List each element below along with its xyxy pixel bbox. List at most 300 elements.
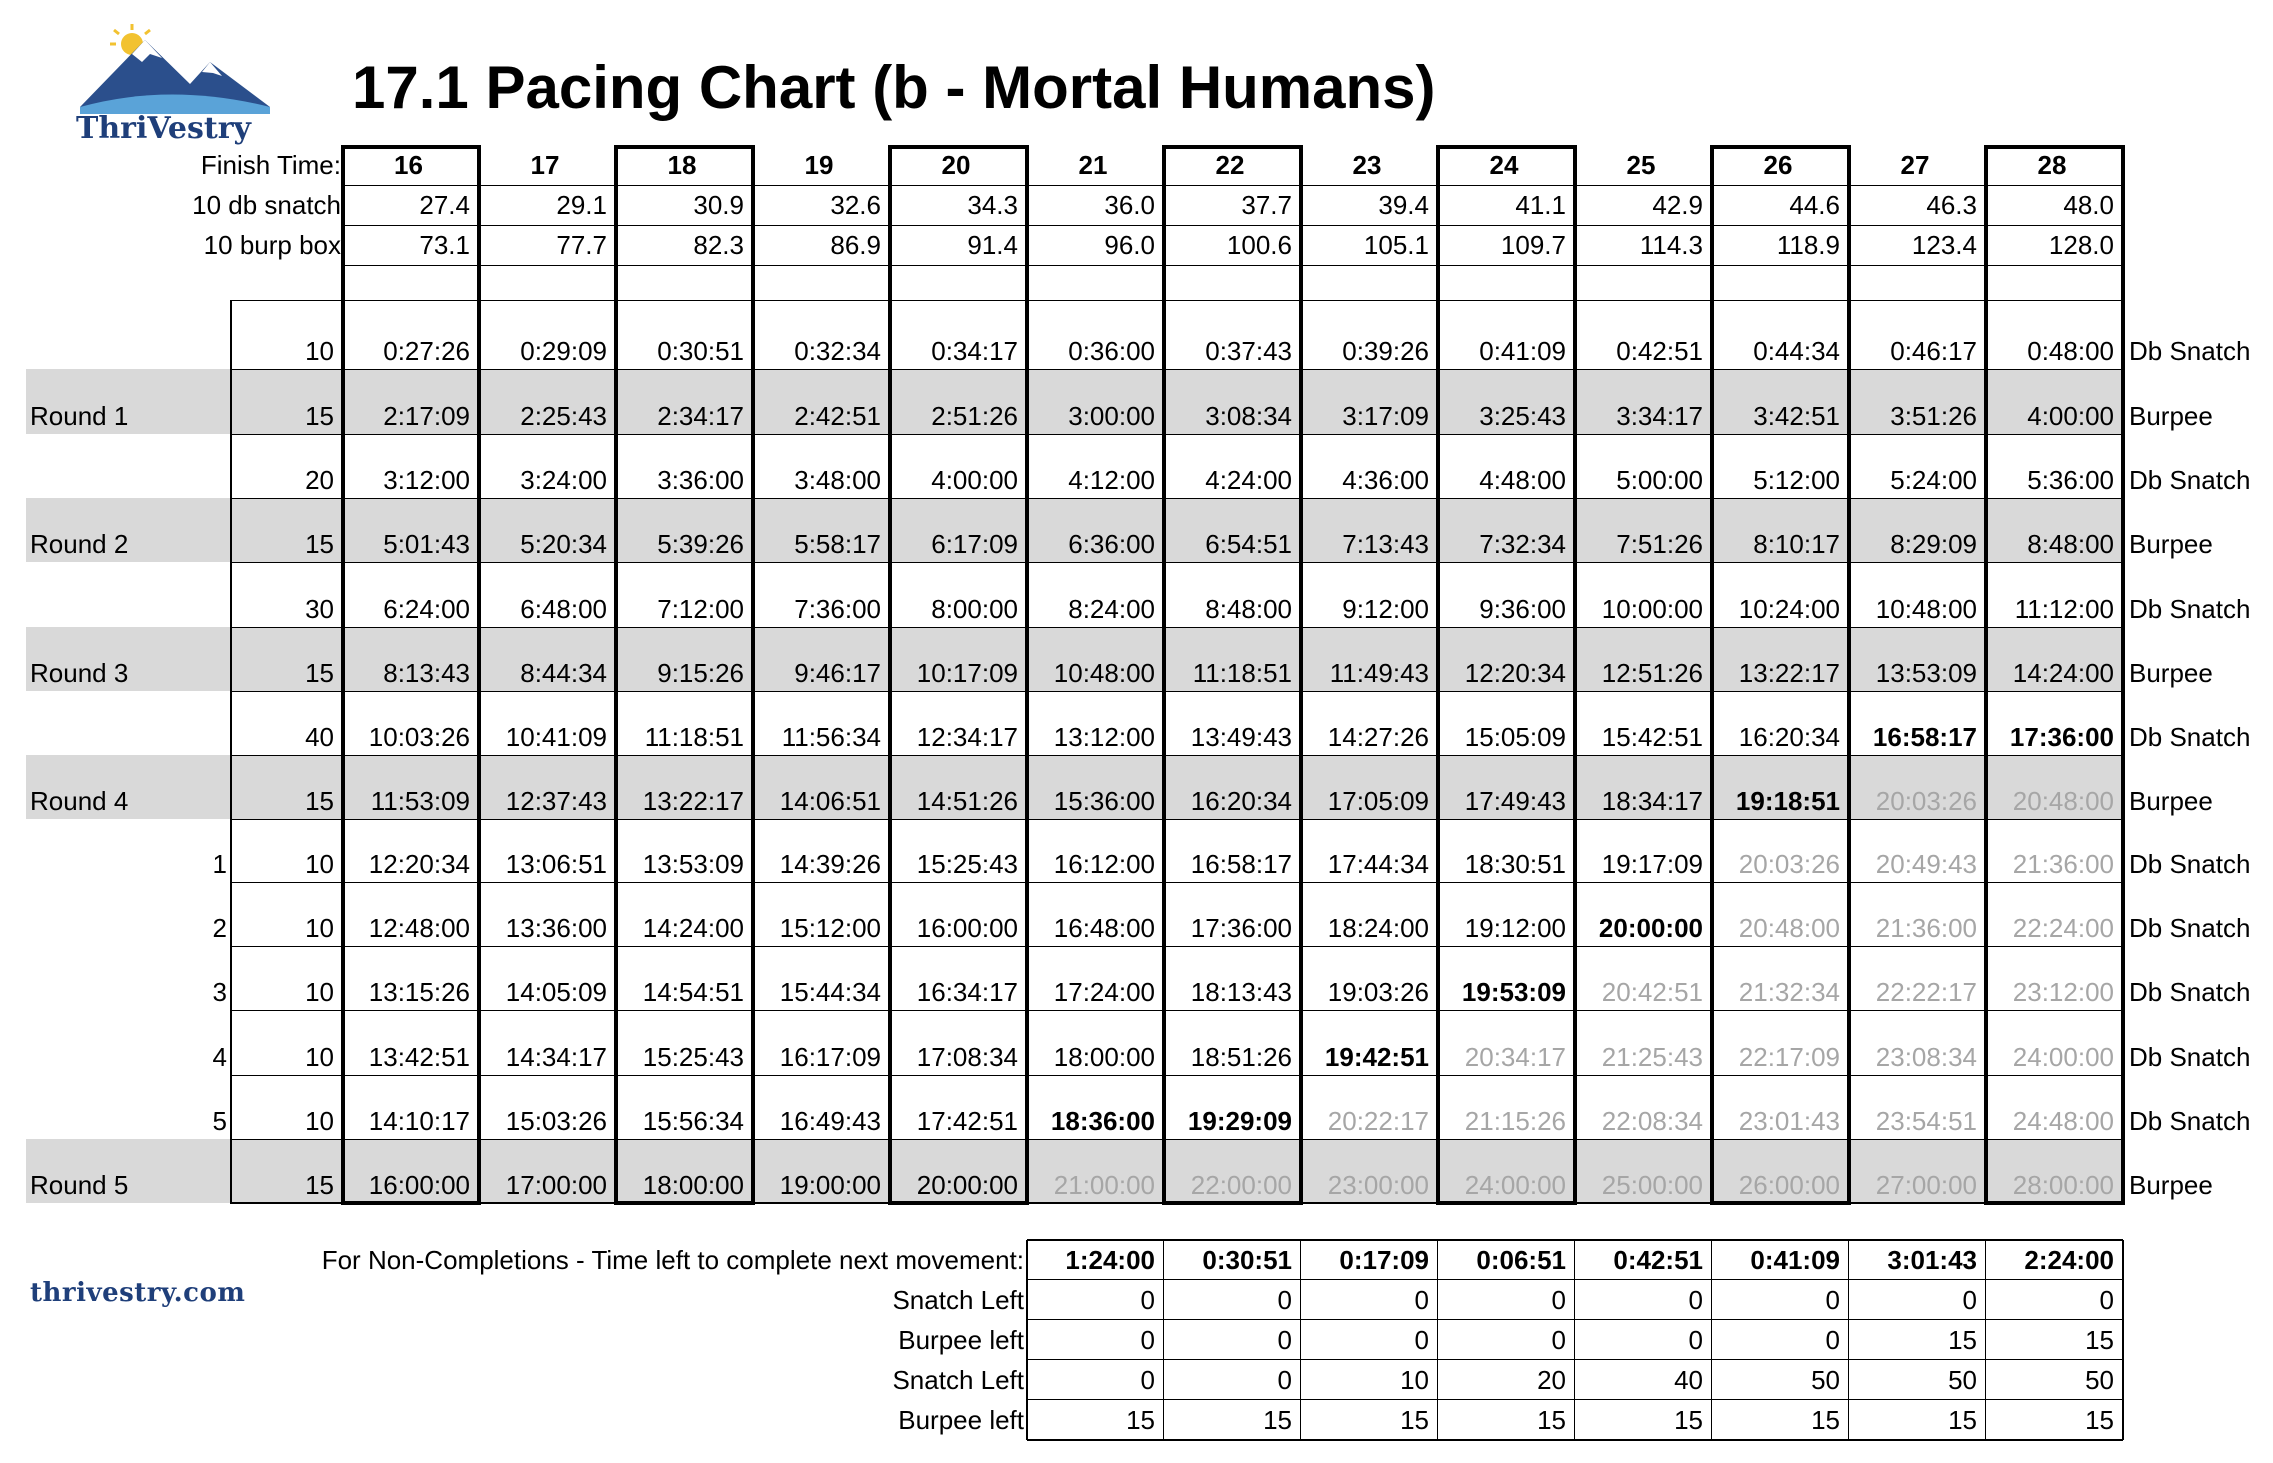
time-cell: 13:15:26: [368, 977, 470, 1007]
remaining-value: 20: [1537, 1365, 1566, 1395]
reps-count: 10: [305, 336, 334, 366]
time-cell: 10:00:00: [1601, 594, 1703, 624]
remaining-value: 50: [2085, 1365, 2114, 1395]
thick-border: [1436, 145, 1577, 149]
time-cell: 0:44:34: [1753, 336, 1840, 366]
grid-line: [230, 755, 2123, 756]
nc-line: [1027, 1319, 2123, 1320]
time-cell: 15:03:26: [505, 1106, 607, 1136]
reps-count: 15: [305, 1170, 334, 1200]
time-cell: 17:36:00: [1190, 913, 1292, 943]
time-cell: 7:36:00: [794, 594, 881, 624]
sub-round-number: 2: [212, 913, 227, 943]
remaining-value: 15: [1948, 1405, 1977, 1435]
nc-line: [1711, 1240, 1712, 1440]
time-cell: 15:42:51: [1601, 722, 1703, 752]
time-cell: 16:48:00: [1053, 913, 1155, 943]
split-time: 37.7: [1241, 190, 1292, 220]
noncompletion-time: 2:24:00: [2024, 1245, 2114, 1275]
noncompletion-time: 0:41:09: [1750, 1245, 1840, 1275]
time-cell: 0:39:26: [1342, 336, 1429, 366]
time-cell: 6:36:00: [1068, 529, 1155, 559]
time-cell: 20:00:00: [916, 1170, 1018, 1200]
grid-line: [230, 627, 2123, 628]
grid-line: [230, 1139, 2123, 1140]
time-cell: 4:00:00: [2027, 401, 2114, 431]
thick-border: [888, 1201, 1029, 1205]
time-cell: 5:01:43: [383, 529, 470, 559]
time-cell: 22:00:00: [1190, 1170, 1292, 1200]
round-label: Round 2: [30, 529, 129, 559]
time-cell: 19:12:00: [1464, 913, 1566, 943]
reps-count: 15: [305, 658, 334, 688]
time-cell: 10:17:09: [916, 658, 1018, 688]
time-cell: 16:17:09: [779, 1042, 881, 1072]
movement-label: Burpee: [2129, 529, 2213, 559]
nc-line: [1027, 1239, 2123, 1241]
noncompletion-time: 0:42:51: [1613, 1245, 1703, 1275]
time-cell: 7:32:34: [1479, 529, 1566, 559]
remaining-label: Burpee left: [898, 1405, 1024, 1435]
remaining-value: 0: [1414, 1285, 1429, 1315]
finish-time-header: 24: [1489, 150, 1519, 180]
time-cell: 23:54:51: [1875, 1106, 1977, 1136]
split-time: 32.6: [830, 190, 881, 220]
movement-label: Db Snatch: [2129, 849, 2251, 879]
time-cell: 4:48:00: [1479, 465, 1566, 495]
finish-time-header: 17: [530, 150, 560, 180]
time-cell: 3:48:00: [794, 465, 881, 495]
round-label: Round 4: [30, 786, 129, 816]
finish-time-header: 20: [941, 150, 971, 180]
movement-label: Burpee: [2129, 786, 2213, 816]
time-cell: 14:34:17: [505, 1042, 607, 1072]
time-cell: 17:00:00: [505, 1170, 607, 1200]
time-cell: 19:18:51: [1735, 786, 1840, 816]
remaining-value: 15: [1126, 1405, 1155, 1435]
reps-left-border: [230, 300, 232, 1203]
time-cell: 8:29:09: [1890, 529, 1977, 559]
time-cell: 10:48:00: [1875, 594, 1977, 624]
time-cell: 8:10:17: [1753, 529, 1840, 559]
time-cell: 2:51:26: [931, 401, 1018, 431]
time-cell: 16:20:34: [1738, 722, 1840, 752]
sub-round-number: 3: [212, 977, 227, 1007]
grid-line: [230, 498, 2123, 499]
time-cell: 0:46:17: [1890, 336, 1977, 366]
time-cell: 3:24:00: [520, 465, 607, 495]
time-cell: 4:24:00: [1205, 465, 1292, 495]
time-cell: 27:00:00: [1875, 1170, 1977, 1200]
remaining-value: 0: [1688, 1325, 1703, 1355]
time-cell: 5:12:00: [1753, 465, 1840, 495]
thick-border: [1710, 145, 1714, 1203]
split-time: 39.4: [1378, 190, 1429, 220]
thick-border: [1025, 145, 1029, 1203]
remaining-label: Burpee left: [898, 1325, 1024, 1355]
grid-line: [343, 225, 2123, 226]
split-time: 128.0: [2048, 230, 2114, 260]
remaining-value: 15: [1674, 1405, 1703, 1435]
movement-label: Burpee: [2129, 1170, 2213, 1200]
thick-border: [614, 145, 618, 1203]
split-time: 114.3: [1639, 230, 1703, 260]
remaining-value: 0: [1551, 1285, 1566, 1315]
time-cell: 11:49:43: [1329, 658, 1429, 688]
time-cell: 15:25:43: [642, 1042, 744, 1072]
time-cell: 9:15:26: [657, 658, 744, 688]
time-cell: 13:12:00: [1053, 722, 1155, 752]
time-cell: 3:08:34: [1205, 401, 1292, 431]
time-cell: 0:34:17: [931, 336, 1018, 366]
remaining-value: 15: [1537, 1405, 1566, 1435]
movement-label: Db Snatch: [2129, 977, 2251, 1007]
thick-border: [477, 145, 481, 1203]
split-time: 46.3: [1926, 190, 1977, 220]
time-cell: 22:08:34: [1601, 1106, 1703, 1136]
remaining-value: 0: [1140, 1365, 1155, 1395]
nc-line: [1848, 1240, 1849, 1440]
noncompletion-time: 0:30:51: [1202, 1245, 1292, 1275]
time-cell: 16:12:00: [1053, 849, 1155, 879]
time-cell: 11:18:51: [1192, 658, 1292, 688]
time-cell: 18:00:00: [1053, 1042, 1155, 1072]
split-time: 48.0: [2063, 190, 2114, 220]
time-cell: 13:42:51: [368, 1042, 470, 1072]
time-cell: 5:20:34: [520, 529, 607, 559]
time-cell: 6:17:09: [931, 529, 1018, 559]
noncompletion-time: 3:01:43: [1887, 1245, 1977, 1275]
reps-count: 15: [305, 786, 334, 816]
remaining-value: 50: [1948, 1365, 1977, 1395]
thick-border: [1984, 145, 1988, 1203]
split-time: 96.0: [1104, 230, 1155, 260]
remaining-value: 0: [1688, 1285, 1703, 1315]
finish-time-header: 26: [1763, 150, 1793, 180]
time-cell: 20:03:26: [1875, 786, 1977, 816]
time-cell: 18:36:00: [1050, 1106, 1155, 1136]
time-cell: 18:30:51: [1464, 849, 1566, 879]
thick-border: [1299, 145, 1303, 1203]
thick-border: [341, 145, 345, 1203]
remaining-value: 10: [1400, 1365, 1429, 1395]
remaining-value: 15: [2085, 1325, 2114, 1355]
nc-line: [1985, 1240, 1986, 1440]
split-time: 77.7: [556, 230, 607, 260]
time-cell: 24:00:00: [2012, 1042, 2114, 1072]
movement-label: Burpee: [2129, 658, 2213, 688]
remaining-value: 15: [1811, 1405, 1840, 1435]
grid-line: [230, 819, 2123, 820]
time-cell: 5:00:00: [1616, 465, 1703, 495]
website-link[interactable]: thrivestry.com: [30, 1278, 246, 1308]
thick-border: [341, 1201, 481, 1205]
time-cell: 12:37:43: [505, 786, 607, 816]
time-cell: 20:49:43: [1875, 849, 1977, 879]
time-cell: 19:00:00: [779, 1170, 881, 1200]
remaining-value: 0: [1414, 1325, 1429, 1355]
grid-line: [343, 265, 2123, 266]
time-cell: 17:36:00: [2009, 722, 2114, 752]
reps-count: 10: [305, 913, 334, 943]
time-cell: 0:41:09: [1479, 336, 1566, 366]
time-cell: 3:42:51: [1753, 401, 1840, 431]
thick-border: [2121, 145, 2125, 1203]
time-cell: 19:42:51: [1324, 1042, 1429, 1072]
finish-time-header: 28: [2037, 150, 2067, 180]
time-cell: 20:03:26: [1738, 849, 1840, 879]
reps-count: 20: [305, 465, 334, 495]
time-cell: 16:00:00: [916, 913, 1018, 943]
remaining-value: 0: [1277, 1325, 1292, 1355]
time-cell: 6:24:00: [383, 594, 470, 624]
time-cell: 22:22:17: [1875, 977, 1977, 1007]
time-cell: 28:00:00: [2012, 1170, 2114, 1200]
finish-time-header: 23: [1352, 150, 1382, 180]
time-cell: 2:17:09: [383, 401, 470, 431]
split-time: 100.6: [1226, 230, 1292, 260]
reps-count: 10: [305, 1042, 334, 1072]
movement-label: Db Snatch: [2129, 1106, 2251, 1136]
time-cell: 19:03:26: [1327, 977, 1429, 1007]
time-cell: 9:12:00: [1342, 594, 1429, 624]
time-cell: 3:25:43: [1479, 401, 1566, 431]
thick-border: [1436, 145, 1440, 1203]
time-cell: 12:51:26: [1601, 658, 1703, 688]
time-cell: 9:46:17: [794, 658, 881, 688]
time-cell: 22:24:00: [2012, 913, 2114, 943]
split-time: 123.4: [1911, 230, 1977, 260]
time-cell: 12:48:00: [368, 913, 470, 943]
time-cell: 16:34:17: [916, 977, 1018, 1007]
time-cell: 23:00:00: [1327, 1170, 1429, 1200]
time-cell: 14:06:51: [779, 786, 881, 816]
time-cell: 3:34:17: [1616, 401, 1703, 431]
time-cell: 20:22:17: [1327, 1106, 1429, 1136]
reps-count: 10: [305, 1106, 334, 1136]
time-cell: 22:17:09: [1738, 1042, 1840, 1072]
remaining-value: 0: [1140, 1325, 1155, 1355]
time-cell: 13:49:43: [1190, 722, 1292, 752]
split-time: 118.9: [1776, 230, 1840, 260]
thick-border: [614, 145, 755, 149]
split-time: 44.6: [1789, 190, 1840, 220]
time-cell: 8:24:00: [1068, 594, 1155, 624]
remaining-value: 0: [1825, 1325, 1840, 1355]
time-cell: 18:24:00: [1327, 913, 1429, 943]
remaining-value: 0: [1962, 1285, 1977, 1315]
time-cell: 14:39:26: [779, 849, 881, 879]
grid-line: [230, 369, 2123, 370]
remaining-value: 40: [1674, 1365, 1703, 1395]
time-cell: 16:58:17: [1190, 849, 1292, 879]
grid-line: [343, 185, 2123, 186]
remaining-value: 0: [2099, 1285, 2114, 1315]
split-time: 82.3: [693, 230, 744, 260]
movement-label: Db Snatch: [2129, 722, 2251, 752]
time-cell: 7:12:00: [657, 594, 744, 624]
split-time: 86.9: [830, 230, 881, 260]
page-title: 17.1 Pacing Chart (b - Mortal Humans): [352, 54, 1436, 121]
time-cell: 18:51:26: [1190, 1042, 1292, 1072]
sub-round-number: 5: [212, 1106, 227, 1136]
remaining-value: 15: [2085, 1405, 2114, 1435]
mountains-icon: [80, 40, 270, 114]
round-label: Round 1: [30, 401, 129, 431]
time-cell: 0:32:34: [794, 336, 881, 366]
time-cell: 15:36:00: [1053, 786, 1155, 816]
thick-border: [1710, 145, 1851, 149]
reps-count: 40: [305, 722, 334, 752]
remaining-label: Snatch Left: [892, 1285, 1024, 1315]
time-cell: 4:12:00: [1068, 465, 1155, 495]
reps-count: 15: [305, 401, 334, 431]
movement-label: Db Snatch: [2129, 1042, 2251, 1072]
movement-label: Db Snatch: [2129, 913, 2251, 943]
split-time: 42.9: [1652, 190, 1703, 220]
time-cell: 8:00:00: [931, 594, 1018, 624]
time-cell: 5:39:26: [657, 529, 744, 559]
time-cell: 23:08:34: [1875, 1042, 1977, 1072]
time-cell: 21:00:00: [1053, 1170, 1155, 1200]
time-cell: 19:17:09: [1601, 849, 1703, 879]
nc-line: [1163, 1240, 1164, 1440]
noncompletion-time: 0:17:09: [1339, 1245, 1429, 1275]
nc-line: [2122, 1240, 2124, 1440]
round-label: Round 5: [30, 1170, 129, 1200]
time-cell: 9:36:00: [1479, 594, 1566, 624]
time-cell: 20:48:00: [2012, 786, 2114, 816]
time-cell: 13:06:51: [505, 849, 607, 879]
thick-border: [1847, 145, 1851, 1203]
finish-time-header: 19: [804, 150, 834, 180]
split-time: 29.1: [556, 190, 607, 220]
finish-time-header: 18: [667, 150, 697, 180]
time-cell: 8:13:43: [383, 658, 470, 688]
time-cell: 17:24:00: [1053, 977, 1155, 1007]
finish-time-header: 27: [1900, 150, 1930, 180]
nc-line: [1300, 1240, 1301, 1440]
time-cell: 23:01:43: [1738, 1106, 1840, 1136]
grid-line: [230, 691, 2123, 692]
thick-border: [1573, 145, 1577, 1203]
remaining-value: 0: [1551, 1325, 1566, 1355]
time-cell: 20:48:00: [1738, 913, 1840, 943]
remaining-value: 50: [1811, 1365, 1840, 1395]
time-cell: 13:22:17: [1738, 658, 1840, 688]
time-cell: 10:41:09: [505, 722, 607, 752]
split-time: 41.1: [1515, 190, 1566, 220]
time-cell: 13:22:17: [642, 786, 744, 816]
time-cell: 0:36:00: [1068, 336, 1155, 366]
time-cell: 21:25:43: [1601, 1042, 1703, 1072]
svg-text:ThriVestry: ThriVestry: [76, 111, 251, 146]
thrivestry-logo: [70, 22, 280, 147]
time-cell: 13:53:09: [1875, 658, 1977, 688]
finish-time-header: 25: [1626, 150, 1656, 180]
time-cell: 5:24:00: [1890, 465, 1977, 495]
reps-count: 10: [305, 977, 334, 1007]
time-cell: 0:48:00: [2027, 336, 2114, 366]
split-time: 34.3: [967, 190, 1018, 220]
nc-line: [1437, 1240, 1438, 1440]
movement-label: Db Snatch: [2129, 336, 2251, 366]
time-cell: 12:20:34: [1464, 658, 1566, 688]
remaining-value: 0: [1140, 1285, 1155, 1315]
time-cell: 11:12:00: [2014, 594, 2114, 624]
time-cell: 16:20:34: [1190, 786, 1292, 816]
time-cell: 14:27:26: [1327, 722, 1429, 752]
thick-border: [1162, 145, 1303, 149]
time-cell: 3:00:00: [1068, 401, 1155, 431]
time-cell: 18:34:17: [1601, 786, 1703, 816]
nc-line: [1027, 1279, 2123, 1280]
time-cell: 14:10:17: [368, 1106, 470, 1136]
grid-line: [230, 1075, 2123, 1076]
reps-count: 30: [305, 594, 334, 624]
finish-time-header: 21: [1078, 150, 1108, 180]
header-label: Finish Time:: [200, 150, 341, 180]
remaining-value: 15: [1948, 1325, 1977, 1355]
thick-border: [1162, 1201, 1303, 1205]
time-cell: 16:58:17: [1872, 722, 1977, 752]
time-cell: 11:56:34: [781, 722, 881, 752]
finish-time-header: 22: [1215, 150, 1245, 180]
grid-line: [230, 946, 2123, 947]
time-cell: 3:36:00: [657, 465, 744, 495]
time-cell: 16:00:00: [368, 1170, 470, 1200]
time-cell: 0:30:51: [657, 336, 744, 366]
time-cell: 24:00:00: [1464, 1170, 1566, 1200]
time-cell: 2:34:17: [657, 401, 744, 431]
time-cell: 15:44:34: [779, 977, 881, 1007]
time-cell: 18:13:43: [1190, 977, 1292, 1007]
grid-line: [230, 562, 2123, 563]
time-cell: 14:24:00: [642, 913, 744, 943]
time-cell: 0:27:26: [383, 336, 470, 366]
split-time: 109.7: [1500, 230, 1566, 260]
thick-border: [1162, 145, 1166, 1203]
grid-line: [230, 434, 2123, 435]
thick-border: [751, 145, 755, 1203]
split-time: 30.9: [693, 190, 744, 220]
time-cell: 8:44:34: [520, 658, 607, 688]
thick-border: [341, 145, 481, 149]
time-cell: 3:51:26: [1890, 401, 1977, 431]
split-time: 73.1: [419, 230, 470, 260]
nc-line: [1027, 1399, 2123, 1400]
time-cell: 0:37:43: [1205, 336, 1292, 366]
split-time: 27.4: [419, 190, 470, 220]
time-cell: 3:17:09: [1342, 401, 1429, 431]
time-cell: 17:05:09: [1327, 786, 1429, 816]
reps-count: 10: [305, 849, 334, 879]
time-cell: 0:42:51: [1616, 336, 1703, 366]
noncompletion-time: 0:06:51: [1476, 1245, 1566, 1275]
time-cell: 16:49:43: [779, 1106, 881, 1136]
time-cell: 10:48:00: [1053, 658, 1155, 688]
remaining-value: 0: [1277, 1365, 1292, 1395]
thick-border: [888, 145, 1029, 149]
time-cell: 13:53:09: [642, 849, 744, 879]
remaining-value: 0: [1277, 1285, 1292, 1315]
time-cell: 4:00:00: [931, 465, 1018, 495]
thick-border: [888, 145, 892, 1203]
time-cell: 19:53:09: [1461, 977, 1566, 1007]
header-label: 10 db snatch: [192, 190, 341, 220]
thick-border: [1710, 1201, 1851, 1205]
finish-time-header: 16: [394, 150, 423, 180]
